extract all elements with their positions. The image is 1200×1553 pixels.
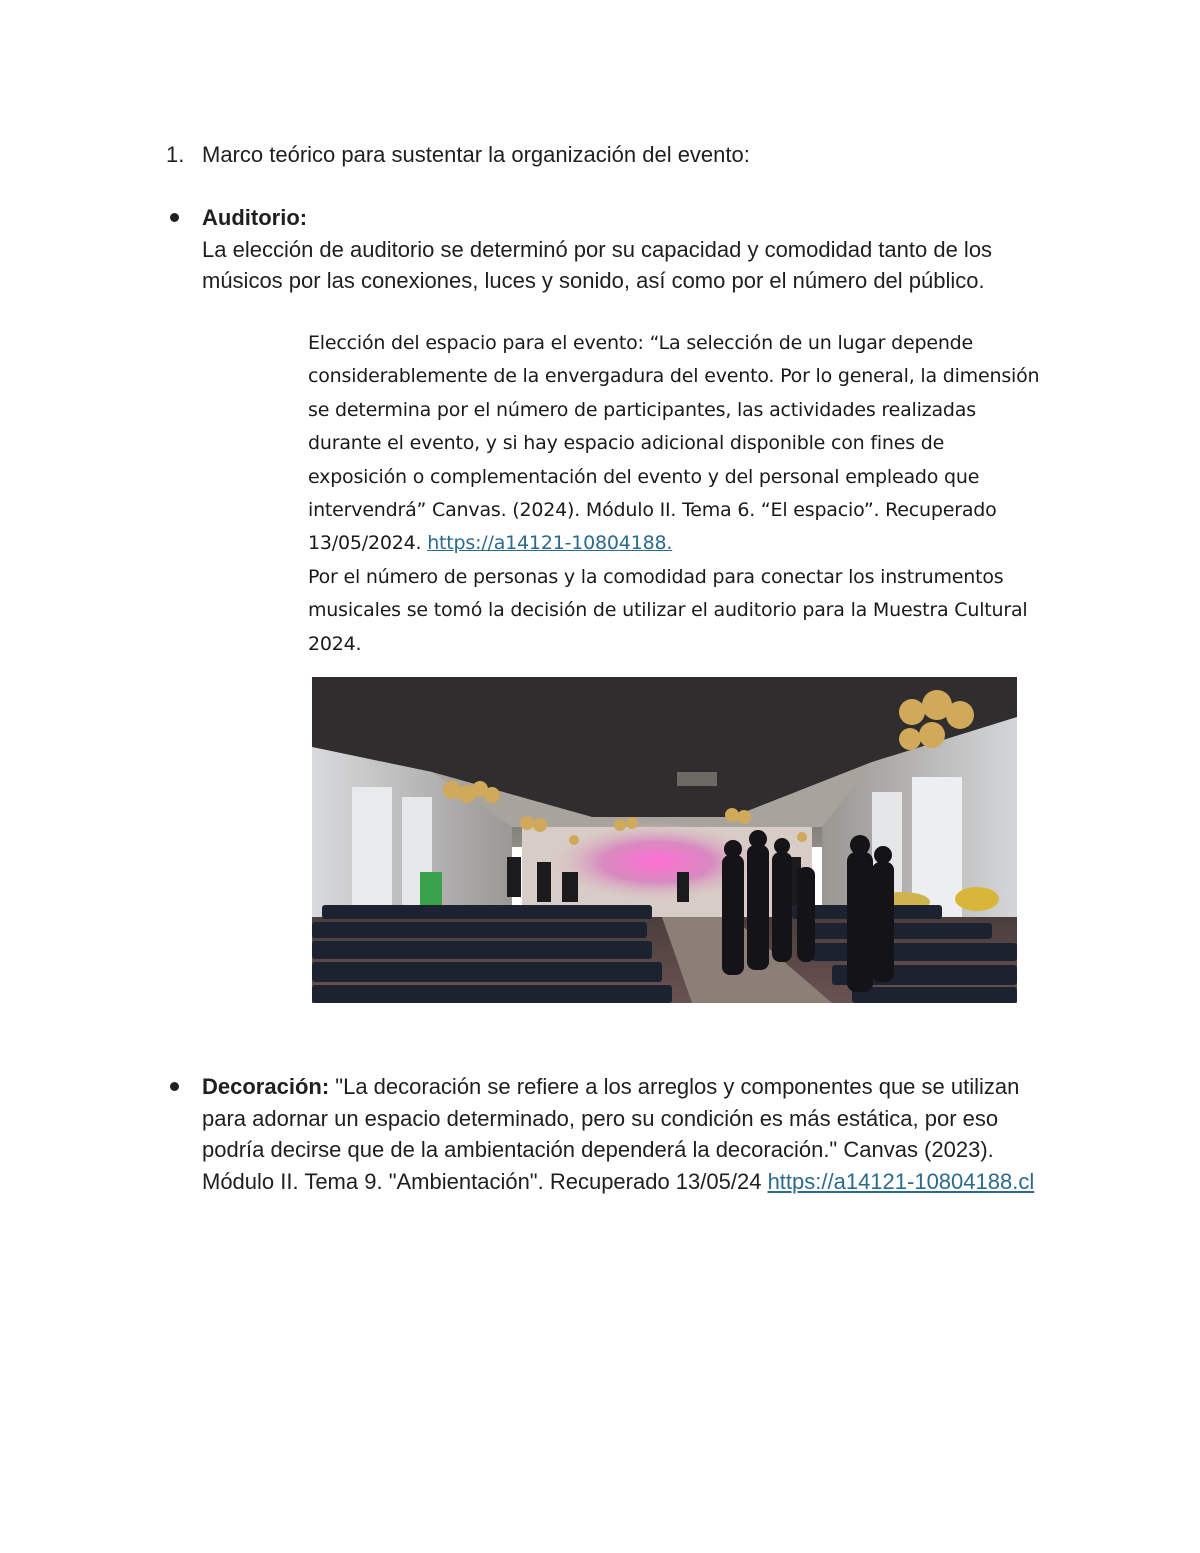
auditorio-quote-link[interactable]: https://a14121-10804188.	[427, 532, 673, 555]
decoracion-link[interactable]: https://a14121-10804188.cl	[767, 1168, 1035, 1194]
auditorio-text: La elección de auditorio se determinó por su capacidad y comodidad tanto de los músicos por las conexiones, luces y sonido, así como por el número del público.	[202, 236, 993, 293]
auditorio-block	[202, 202, 1052, 297]
section-heading-text: Marco teórico para sustentar la organización del evento:	[202, 142, 750, 167]
auditorio-conclusion: Por el número de personas y la comodidad para conectar los instrumentos musicales se tomó la decisión de utilizar el auditorio para la Muestra Cultural 2024.	[308, 565, 1028, 655]
section-heading	[166, 140, 750, 170]
auditorio-title: Auditorio:	[202, 205, 308, 230]
list-number: 1.	[166, 142, 185, 167]
auditorium-photo	[312, 677, 1017, 1003]
bullet-icon	[170, 1082, 179, 1091]
decoracion-text: "La decoración se refiere a los arreglos y componentes que se utilizan para adornar un espacio determinado, pero su condición es más estática, por eso podría decirse que de la ambientación dependerá la decoración." Canvas (2023). Módulo II. Tema 9. "Ambientación". Recuperado 13/05/24	[202, 1074, 1020, 1194]
auditorio-quote	[308, 327, 1048, 661]
auditorio-quote-text: Elección del espacio para el evento: “La selección de un lugar depende considerablemente de la envergadura del evento. Por lo general, la dimensión se determina por el número de participantes, las actividades realizadas durante el evento, y si hay espacio adicional disponible con fines de exposición o complementación del evento y del personal empleado que intervendrá” Canvas. (2024). Módulo II. Tema 6. “El espacio”. Recuperado 13/05/2024.	[308, 332, 1040, 555]
decoracion-title: Decoración:	[202, 1074, 330, 1099]
bullet-icon	[170, 213, 179, 222]
decoracion-block	[202, 1071, 1042, 1197]
